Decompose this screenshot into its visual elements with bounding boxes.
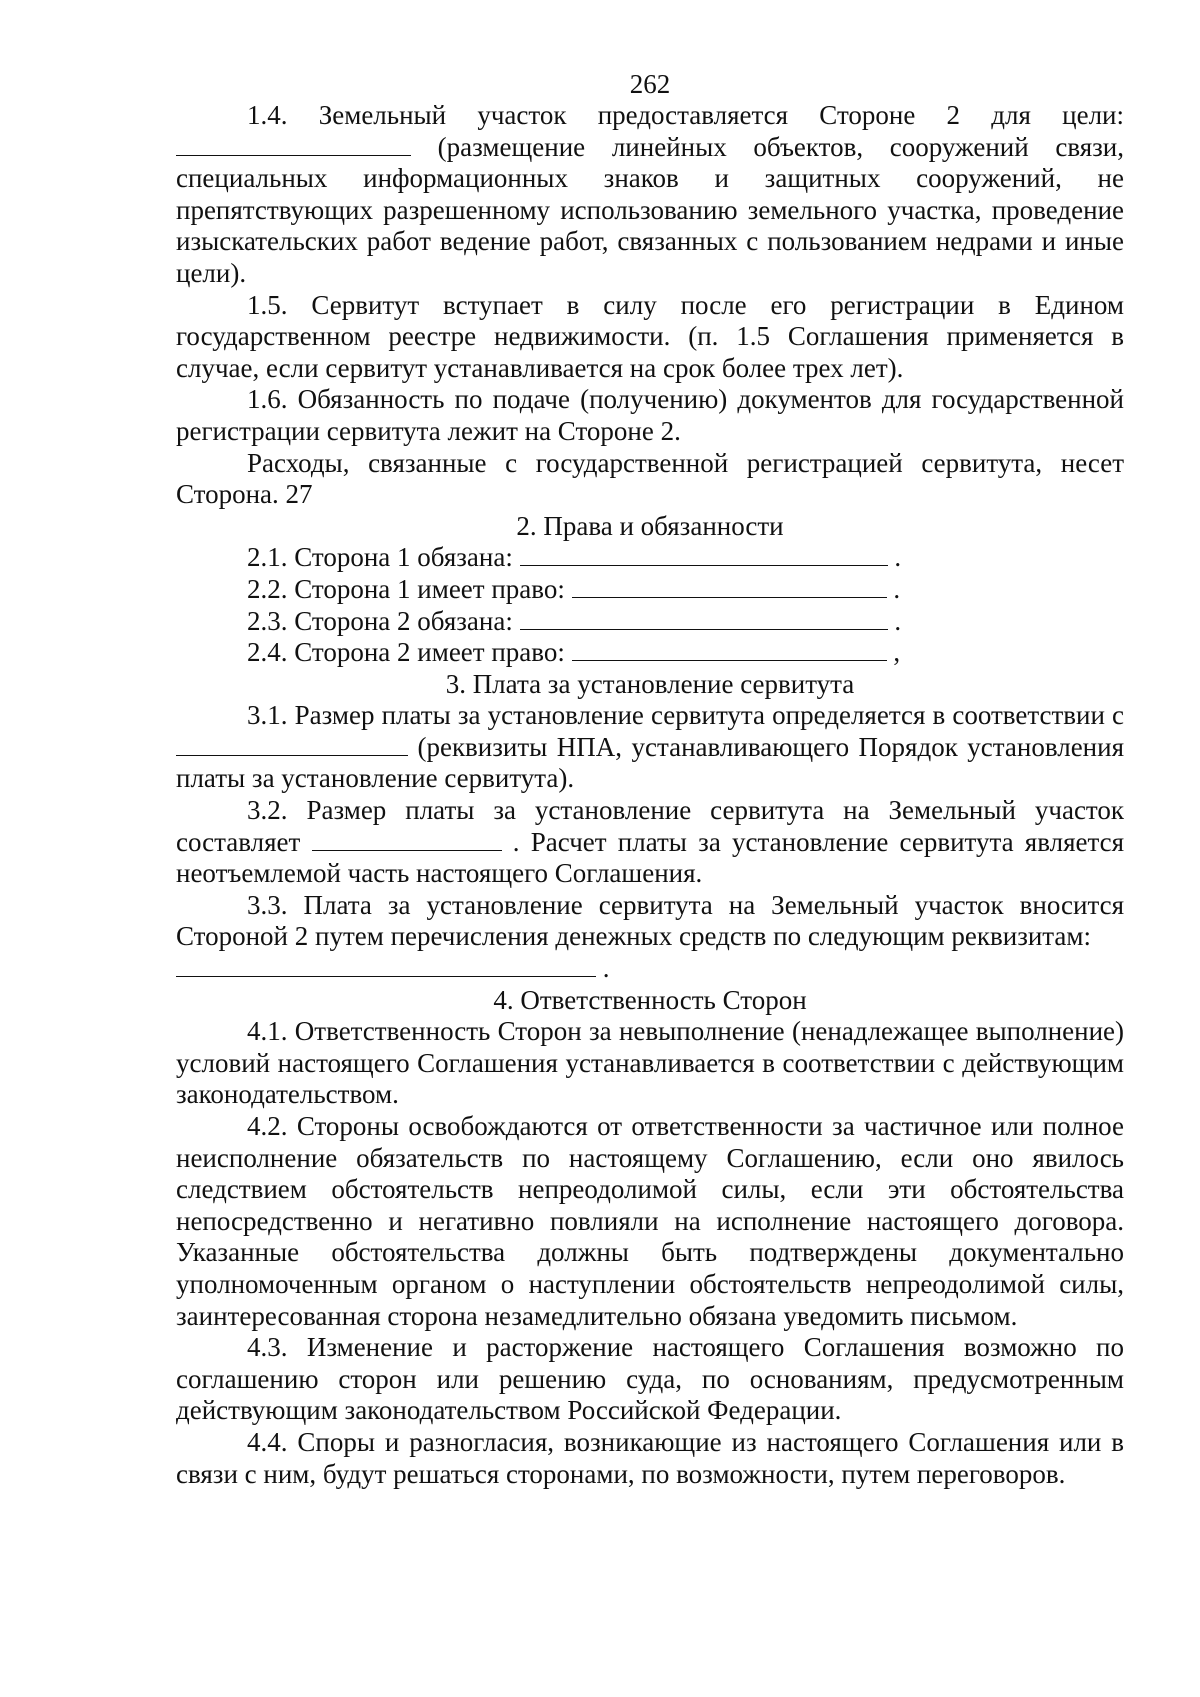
list-item-end: , (893, 637, 901, 668)
document-page (176, 68, 1124, 1490)
list-item-2-4 (176, 637, 1124, 669)
section-3-heading: 3. Плата за установление сервитута (445, 668, 855, 699)
page-number: 262 (629, 69, 671, 99)
list-item-label: 2.1. Сторона 1 обязана: (247, 542, 513, 573)
section-2-list (176, 542, 1124, 668)
paragraph-3-2 (176, 795, 1124, 890)
list-item-end: . (894, 542, 902, 573)
list-item-label: 2.4. Сторона 2 имеет право: (247, 637, 565, 668)
blank-line-requisites (176, 954, 596, 977)
list-item-label: 2.3. Сторона 2 обязана: (247, 605, 513, 636)
paragraph-3-1 (176, 700, 1124, 795)
list-item-end: . (893, 573, 901, 604)
paragraph-3-3-text: 3.3. Плата за установление сервитута на Земельный участок вносится Стороной 2 путем перечисления денежных средств по следующим реквизитам: (176, 889, 1124, 952)
paragraph-3-1-lead: 3.1. Размер платы за установление сервитута определяется в соответствии с (247, 700, 1124, 731)
paragraph-1-6-costs: Расходы, связанные с государственной регистрацией сервитута, несет Сторона. 27 (176, 447, 1124, 510)
blank-line-2-4 (572, 638, 887, 661)
blank-line-purpose (176, 133, 411, 156)
paragraph-3-3 (176, 890, 1124, 953)
paragraph-3-2-lead: 3.2. Размер платы за установление сервитута на Земельный участок составляет (176, 795, 1124, 857)
paragraph-4-4: 4.4. Споры и разногласия, возникающие из настоящего Соглашения или в связи с ним, будут решаться сторонами, по возможности, путем переговоров. (176, 1426, 1124, 1489)
section-2-heading: 2. Права и обязанности (516, 510, 784, 541)
paragraph-3-3-end: . (602, 953, 610, 984)
blank-line-npa (176, 733, 408, 756)
paragraph-1-4 (176, 100, 1124, 290)
paragraph-4-3: 4.3. Изменение и расторжение настоящего Соглашения возможно по соглашению сторон или решению суда, по основаниям, предусмотренным действующим законодательством Российской Федерации. (176, 1332, 1124, 1426)
paragraph-3-2-rest: . Расчет платы за установление сервитута является неотъемлемой часть настоящего Соглашения. (176, 826, 1125, 889)
blank-line-2-2 (572, 575, 887, 598)
paragraph-1-4-lead: 1.4. Земельный участок предоставляется Стороне 2 для цели: (247, 100, 1124, 130)
list-item-2-3 (176, 606, 1124, 638)
blank-line-2-3 (520, 607, 888, 630)
blank-line-2-1 (520, 543, 888, 566)
paragraph-1-4-rest: (размещение линейных объектов, сооружений связи, специальных информационных знаков и защитных сооружений, не препятствующих разрешенному использованию земельного участка, проведение изыскательских работ ведение работ, связанных с пользованием недрами и иные цели). (176, 131, 1125, 288)
list-item-end: . (894, 605, 902, 636)
paragraph-4-1: 4.1. Ответственность Сторон за невыполнение (ненадлежащее выполнение) условий настоящего Соглашения устанавливается в соответствии с действующим законодательством. (176, 1016, 1124, 1110)
paragraph-3-1-rest: (реквизиты НПА, устанавливающего Порядок установления платы за установление сервитута). (176, 731, 1124, 794)
paragraph-3-3-blank (176, 953, 1124, 985)
list-item-2-2 (176, 574, 1124, 606)
paragraph-1-5: 1.5. Сервитут вступает в силу после его регистрации в Едином государственном реестре недвижимости. (п. 1.5 Соглашения применяется в случае, если сервитут устанавливается на срок более трех лет). (176, 289, 1124, 383)
list-item-label: 2.2. Сторона 1 имеет право: (247, 573, 565, 604)
paragraph-4-2: 4.2. Стороны освобождаются от ответственности за частичное или полное неисполнение обязательств по настоящему Соглашению, если оно явилось следствием обстоятельств непреодолимой силы, если эти обстоятельства непосредственно и негативно повлияли на исполнение настоящего договора. Указанные обстоятельства должны быть подтверждены документально уполномоченным органом о наступлении обстоятельств непреодолимой силы, заинтересованная сторона незамедлительно обязана уведомить письмом. (176, 1111, 1124, 1331)
section-4-heading: 4. Ответственность Сторон (493, 984, 807, 1015)
list-item-2-1 (176, 542, 1124, 574)
paragraph-1-6: 1.6. Обязанность по подаче (получению) документов для государственной регистрации сервитута лежит на Стороне 2. (176, 384, 1124, 446)
blank-line-fee (312, 828, 502, 851)
